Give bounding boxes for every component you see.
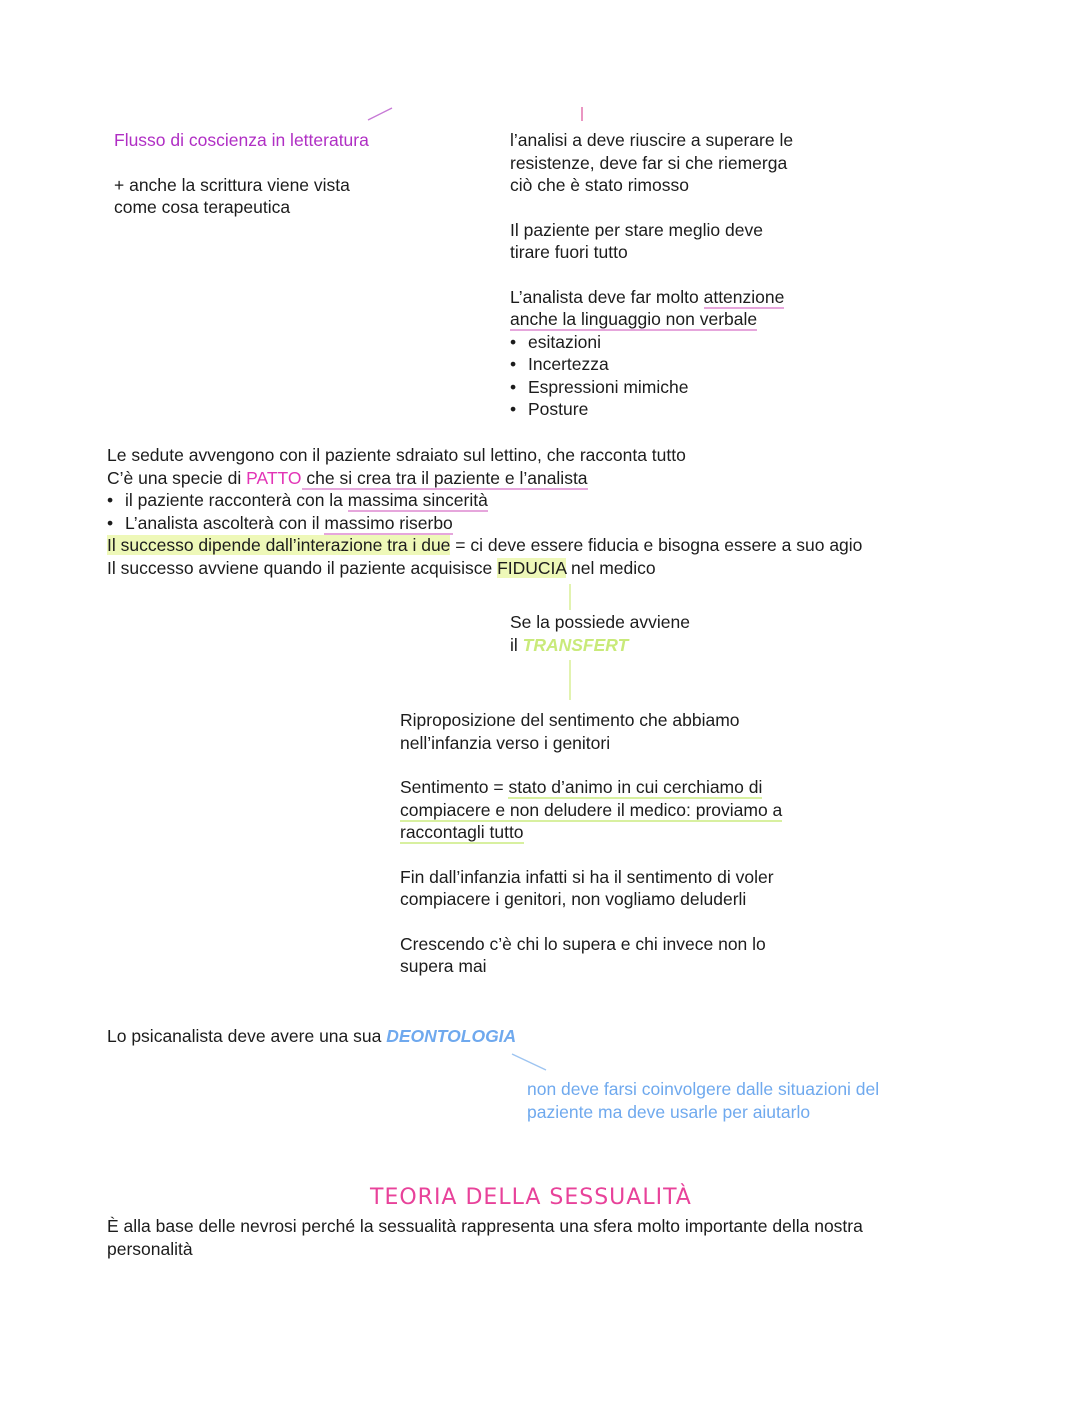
analisi-line-3: ciò che è stato rimosso	[510, 175, 689, 195]
sedute-line-2-post: che si crea tra il paziente e l’analista	[301, 467, 588, 488]
riproposizione-line-2: nell’infanzia verso i genitori	[400, 732, 611, 753]
transfert-word: TRANSFERT	[522, 634, 629, 655]
sentimento-ul-3: raccontagli tutto	[400, 822, 524, 842]
sentimento-line-2-wrap	[400, 799, 782, 822]
riproposizione-line-1: Riproposizione del sentimento che abbiamo	[400, 710, 740, 730]
analista-line-2-wrap	[510, 308, 793, 331]
note-scrittura-2: come cosa terapeutica	[114, 197, 291, 217]
massima-sincerita: massima sincerità	[347, 490, 488, 510]
transfert-line-2	[510, 634, 690, 657]
right-column	[510, 129, 793, 421]
successo-highlight: Il successo dipende dall’interazione tra i due	[107, 535, 451, 555]
deontologia-note	[527, 1078, 879, 1123]
successo-line-2-pre: Il successo avviene quando il paziente acquisisce	[107, 557, 498, 578]
successo-line-2-post: nel medico	[566, 557, 656, 578]
section-title-sessualita: TEORIA DELLA SESSUALITÀ	[370, 1185, 692, 1210]
massimo-riserbo: massimo riserbo	[324, 512, 453, 533]
infanzia-line-1: Fin dall’infanzia infatti si ha il sentimento di voler	[400, 866, 774, 887]
sentimento-line-3-wrap	[400, 821, 782, 844]
infanzia-line-2: compiacere i genitori, non vogliamo deluderli	[400, 889, 747, 909]
analista-line-2: anche la linguaggio non verbale	[510, 309, 758, 329]
bullet-incertezza: • Incertezza	[510, 353, 793, 376]
bullet-posture: • Posture	[510, 398, 793, 421]
deontologia-note-1: non deve farsi coinvolgere dalle situazioni del	[527, 1079, 880, 1099]
deontologia-note-2: paziente ma deve usarle per aiutarlo	[527, 1101, 811, 1122]
analisi-line-2: resistenze, deve far si che riemerga	[510, 152, 788, 173]
fiducia-highlight: FIDUCIA	[497, 557, 567, 578]
sedute-block	[107, 444, 862, 579]
sedute-line-1: Le sedute avvengono con il paziente sdraiato sul lettino, che racconta tutto	[107, 445, 686, 465]
analisi-line-1: l’analisi a deve riuscire a superare le	[510, 130, 794, 150]
successo-line-2	[107, 557, 862, 580]
paziente-line-1: Il paziente per stare meglio deve	[510, 219, 763, 240]
sentimento-ul-1: stato d’animo in cui cerchiamo di	[508, 777, 763, 797]
note-scrittura-1: + anche la scrittura viene vista	[114, 174, 350, 195]
deontologia-text	[107, 1025, 516, 1048]
successo-line-1	[107, 534, 862, 557]
sedute-line-2-pre: C’è una specie di	[107, 467, 247, 488]
deontologia-word: DEONTOLOGIA	[386, 1026, 517, 1046]
sedute-line-2	[107, 467, 862, 490]
slash-mark-left	[368, 108, 392, 120]
riproposizione-block	[400, 709, 782, 978]
transfert-line-1: Se la possiede avviene	[510, 612, 690, 632]
crescendo-line-1: Crescendo c’è chi lo supera e chi invece non lo	[400, 933, 766, 954]
connector-deontologia-note	[512, 1054, 546, 1070]
bullet-sincerita	[107, 489, 862, 512]
attenzione-underlined: attenzione	[703, 286, 785, 307]
sentimento-pre: Sentimento =	[400, 777, 509, 797]
left-column	[114, 129, 369, 219]
sessualita-line-1: È alla base delle nevrosi perché la sessualità rappresenta una sfera molto importante della nostra	[107, 1216, 863, 1236]
deontologia-line	[107, 1025, 516, 1048]
heading-flusso: Flusso di coscienza in letteratura	[114, 130, 369, 150]
bullet-esitazioni: • esitazioni	[510, 331, 793, 354]
analista-line-1-text: L’analista deve far molto	[510, 286, 704, 307]
analista-line-1	[510, 286, 793, 309]
successo-line-1-post: = ci deve essere fiducia e bisogna essere a suo agio	[450, 535, 863, 555]
paziente-line-2: tirare fuori tutto	[510, 242, 628, 262]
sentimento-line-1	[400, 776, 782, 799]
sessualita-text	[107, 1215, 863, 1260]
patto-word: PATTO	[246, 467, 302, 488]
bullet-sincerita-pre: il paziente racconterà con la	[125, 490, 348, 510]
crescendo-line-2: supera mai	[400, 956, 487, 976]
transfert-line-2-pre: il	[510, 634, 523, 655]
sessualita-line-2: personalità	[107, 1238, 193, 1259]
bullet-riserbo-pre: L’analista ascolterà con il	[125, 512, 325, 533]
sentimento-ul-2: compiacere e non deludere il medico: proviamo a	[400, 799, 783, 820]
bullet-riserbo	[107, 512, 862, 535]
deontologia-pre: Lo psicanalista deve avere una sua	[107, 1026, 387, 1046]
bullet-espressioni: • Espressioni mimiche	[510, 376, 793, 399]
transfert-block	[510, 611, 690, 656]
